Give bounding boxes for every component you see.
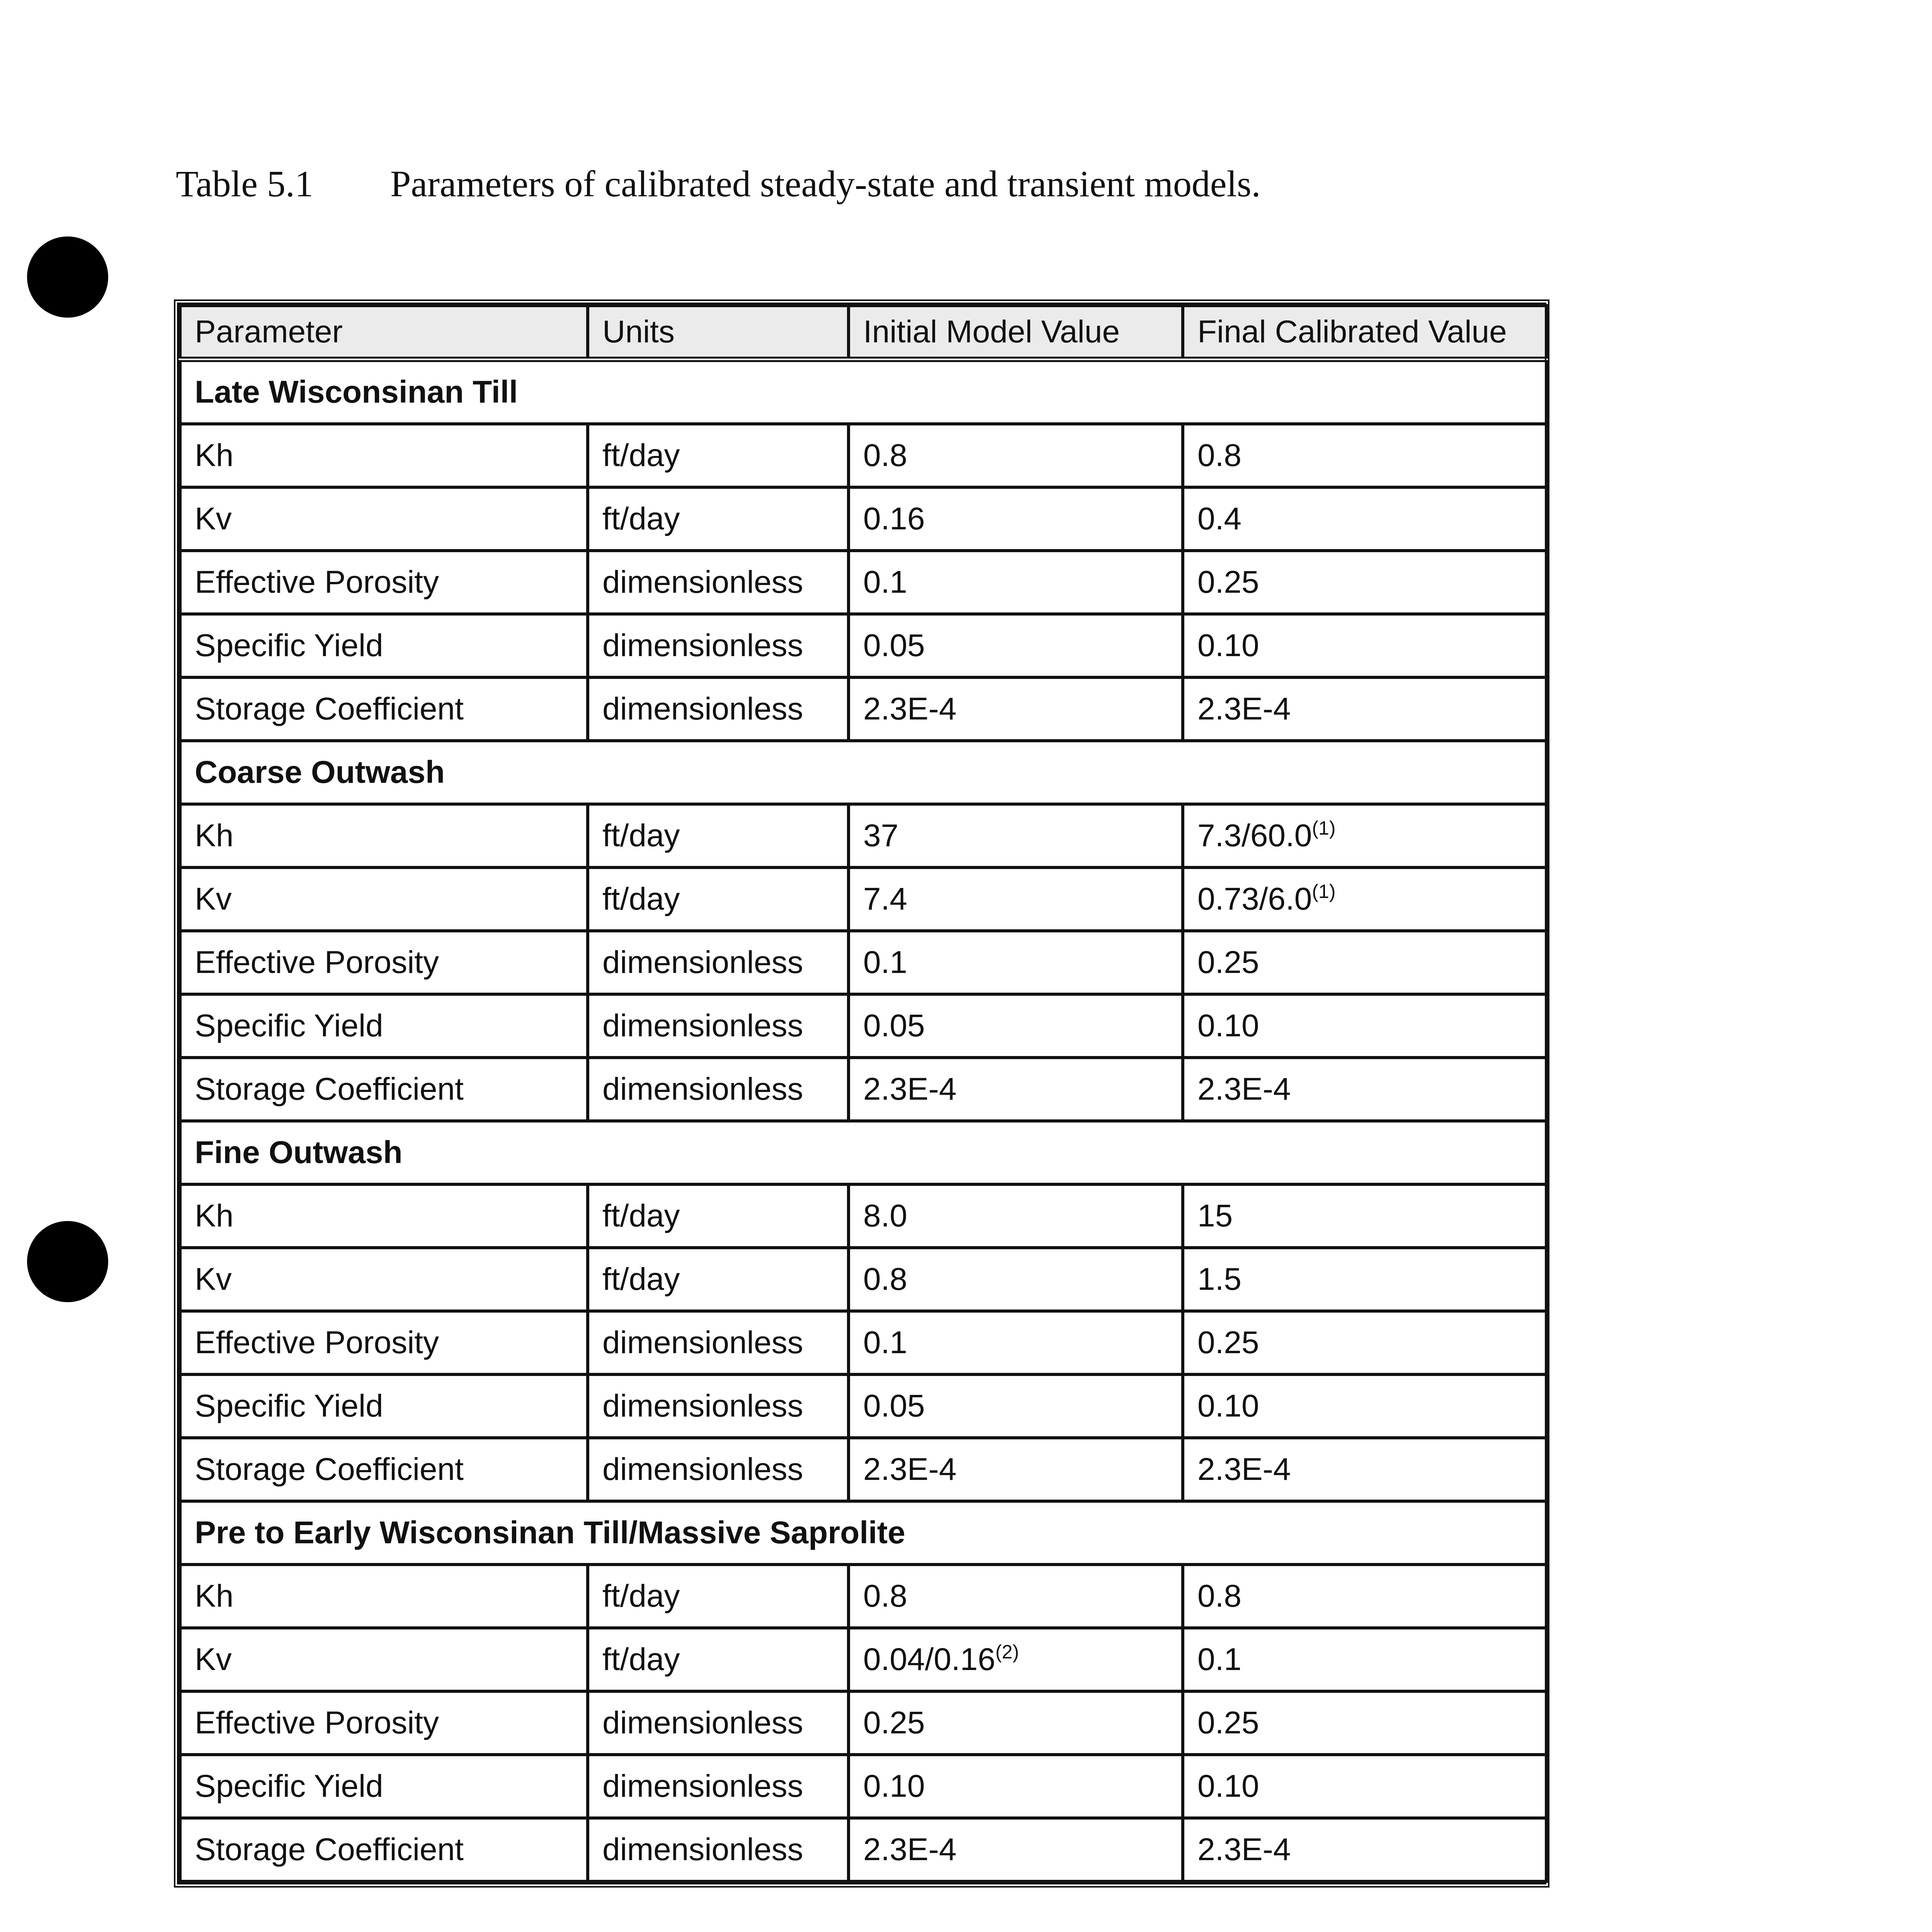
cell-units	[588, 487, 849, 551]
cell-final-value	[1183, 804, 1546, 867]
table-caption	[176, 162, 1260, 205]
cell-initial-value	[849, 1311, 1183, 1374]
table-row	[180, 1628, 1546, 1691]
cell-parameter	[180, 1565, 588, 1628]
group-title: Pre to Early Wisconsinan Till/Massive Saprolite	[180, 1501, 1546, 1565]
cell-initial-value	[849, 1184, 1183, 1248]
table-row	[180, 424, 1546, 487]
cell-final-value-text: 0.10	[1197, 1388, 1259, 1423]
cell-initial-value	[849, 1374, 1183, 1438]
cell-final-value-text: 0.10	[1197, 1008, 1259, 1043]
cell-units	[588, 1628, 849, 1691]
cell-units-text: dimensionless	[602, 691, 803, 726]
table-row	[180, 804, 1546, 867]
cell-initial-value	[849, 614, 1183, 677]
cell-final-value	[1183, 867, 1546, 931]
group-row	[180, 741, 1546, 804]
cell-units	[588, 1248, 849, 1311]
cell-initial-value-text: 0.1	[863, 1325, 907, 1360]
cell-final-value-text: 2.3E-4	[1197, 691, 1291, 726]
cell-units	[588, 614, 849, 677]
cell-final-value-text: 0.8	[1197, 1578, 1242, 1614]
cell-initial-value-text: 8.0	[863, 1198, 907, 1233]
table-row	[180, 487, 1546, 551]
cell-final-value	[1183, 1818, 1546, 1881]
cell-parameter	[180, 1755, 588, 1818]
cell-initial-value	[849, 1755, 1183, 1818]
cell-initial-value	[849, 1628, 1183, 1691]
cell-parameter-text: Kv	[195, 1642, 232, 1677]
cell-units-text: dimensionless	[602, 565, 803, 600]
cell-units	[588, 931, 849, 994]
cell-final-value	[1183, 677, 1546, 741]
cell-final-value	[1183, 551, 1546, 614]
group-title: Fine Outwash	[180, 1121, 1546, 1184]
cell-units	[588, 424, 849, 487]
cell-final-value	[1183, 1438, 1546, 1501]
cell-final-value-text: 0.25	[1197, 565, 1259, 600]
cell-final-value-text: 0.73/6.0	[1197, 881, 1312, 917]
cell-initial-value-text: 7.4	[863, 881, 907, 917]
cell-parameter-text: Specific Yield	[195, 1388, 383, 1423]
table-row	[180, 1248, 1546, 1311]
cell-units	[588, 804, 849, 867]
table-row	[180, 551, 1546, 614]
cell-final-value-text: 1.5	[1197, 1262, 1242, 1297]
cell-initial-value-text: 0.1	[863, 945, 907, 980]
cell-parameter-text: Kh	[195, 438, 234, 473]
cell-parameter-text: Effective Porosity	[195, 565, 439, 600]
cell-initial-value-text: 0.16	[863, 501, 925, 536]
table-caption-title: Parameters of calibrated steady-state and transient models.	[390, 163, 1261, 204]
cell-parameter-text: Specific Yield	[195, 1769, 383, 1804]
table-row	[180, 614, 1546, 677]
cell-final-value-text: 2.3E-4	[1197, 1832, 1291, 1867]
cell-initial-value	[849, 994, 1183, 1058]
cell-final-value-text: 15	[1197, 1198, 1233, 1233]
cell-parameter	[180, 1818, 588, 1881]
table-row	[180, 677, 1546, 741]
cell-parameter	[180, 994, 588, 1058]
cell-final-value	[1183, 1184, 1546, 1248]
cell-units-text: dimensionless	[602, 1452, 803, 1487]
cell-initial-value	[849, 931, 1183, 994]
cell-initial-value	[849, 1565, 1183, 1628]
table-row	[180, 1691, 1546, 1755]
cell-parameter	[180, 931, 588, 994]
table-row	[180, 1818, 1546, 1881]
cell-units-text: ft/day	[602, 1262, 680, 1297]
cell-initial-value	[849, 424, 1183, 487]
cell-final-value	[1183, 1248, 1546, 1311]
cell-parameter	[180, 677, 588, 741]
cell-final-value	[1183, 994, 1546, 1058]
cell-initial-value-text: 0.8	[863, 438, 907, 473]
cell-parameter-text: Specific Yield	[195, 628, 383, 663]
cell-parameter	[180, 867, 588, 931]
cell-units-text: dimensionless	[602, 1705, 803, 1740]
cell-initial-value	[849, 677, 1183, 741]
cell-final-value-text: 0.1	[1197, 1642, 1242, 1677]
cell-parameter-text: Storage Coefficient	[195, 1832, 464, 1867]
cell-final-value	[1183, 1691, 1546, 1755]
cell-units-text: dimensionless	[602, 1832, 803, 1867]
cell-parameter-text: Storage Coefficient	[195, 1452, 464, 1487]
cell-initial-value	[849, 1058, 1183, 1121]
table-row	[180, 867, 1546, 931]
cell-units	[588, 1691, 849, 1755]
cell-parameter	[180, 1628, 588, 1691]
cell-units-text: ft/day	[602, 1578, 680, 1614]
cell-initial-value-text: 37	[863, 818, 899, 853]
cell-units	[588, 1818, 849, 1881]
cell-parameter-text: Specific Yield	[195, 1008, 383, 1043]
table-header-row	[180, 306, 1546, 359]
cell-parameter-text: Kh	[195, 1578, 234, 1614]
cell-initial-value-text: 0.04/0.16	[863, 1642, 995, 1677]
cell-initial-value	[849, 1691, 1183, 1755]
cell-parameter	[180, 1248, 588, 1311]
cell-final-value-text: 0.25	[1197, 1325, 1259, 1360]
cell-parameter-text: Kh	[195, 1198, 234, 1233]
cell-final-value	[1183, 1374, 1546, 1438]
cell-parameter-text: Effective Porosity	[195, 1705, 439, 1740]
cell-units	[588, 551, 849, 614]
table-row	[180, 931, 1546, 994]
cell-final-value	[1183, 931, 1546, 994]
cell-initial-value	[849, 867, 1183, 931]
group-row	[180, 1121, 1546, 1184]
cell-parameter	[180, 1438, 588, 1501]
cell-initial-value-text: 0.8	[863, 1262, 907, 1297]
cell-units-text: dimensionless	[602, 945, 803, 980]
table-body	[180, 359, 1546, 1881]
cell-parameter	[180, 1691, 588, 1755]
cell-units-text: ft/day	[602, 1198, 680, 1233]
cell-final-value	[1183, 1311, 1546, 1374]
cell-final-value	[1183, 487, 1546, 551]
cell-initial-value-text: 0.05	[863, 1008, 925, 1043]
cell-initial-value	[849, 551, 1183, 614]
cell-parameter-text: Effective Porosity	[195, 945, 439, 980]
cell-units-text: dimensionless	[602, 1071, 803, 1107]
table-row	[180, 1184, 1546, 1248]
cell-units	[588, 1184, 849, 1248]
cell-initial-value-text: 2.3E-4	[863, 1452, 957, 1487]
table-row	[180, 1438, 1546, 1501]
punch-hole	[27, 1221, 108, 1302]
cell-parameter	[180, 1311, 588, 1374]
table-row	[180, 994, 1546, 1058]
cell-initial-value	[849, 804, 1183, 867]
cell-parameter	[180, 614, 588, 677]
cell-initial-value-text: 0.25	[863, 1705, 925, 1740]
group-title: Late Wisconsinan Till	[180, 359, 1546, 424]
cell-initial-value-text: 2.3E-4	[863, 1832, 957, 1867]
cell-units-text: ft/day	[602, 438, 680, 473]
group-row	[180, 359, 1546, 424]
cell-parameter-text: Kv	[195, 1262, 232, 1297]
cell-units	[588, 1374, 849, 1438]
cell-final-value-text: 0.25	[1197, 1705, 1259, 1740]
cell-parameter	[180, 1184, 588, 1248]
cell-units-text: ft/day	[602, 501, 680, 536]
table-row	[180, 1565, 1546, 1628]
cell-parameter-text: Kh	[195, 818, 234, 853]
cell-parameter	[180, 424, 588, 487]
cell-parameter-text: Storage Coefficient	[195, 1071, 464, 1107]
table-row	[180, 1058, 1546, 1121]
cell-parameter	[180, 804, 588, 867]
cell-parameter	[180, 1374, 588, 1438]
table-row	[180, 1755, 1546, 1818]
parameters-table	[174, 299, 1549, 1888]
group-row	[180, 1501, 1546, 1565]
cell-initial-value-text: 2.3E-4	[863, 1071, 957, 1107]
cell-parameter-text: Storage Coefficient	[195, 691, 464, 726]
cell-units-text: dimensionless	[602, 1769, 803, 1804]
cell-units-text: dimensionless	[602, 1388, 803, 1423]
column-header-parameter: Parameter	[180, 306, 588, 359]
cell-units	[588, 1755, 849, 1818]
cell-final-value-text: 0.8	[1197, 438, 1242, 473]
cell-units-text: ft/day	[602, 818, 680, 853]
cell-initial-value-text: 2.3E-4	[863, 691, 957, 726]
cell-units	[588, 1311, 849, 1374]
cell-final-value-text: 0.25	[1197, 945, 1259, 980]
cell-initial-value	[849, 1818, 1183, 1881]
cell-initial-value-text: 0.10	[863, 1769, 925, 1804]
cell-final-value	[1183, 1755, 1546, 1818]
cell-parameter	[180, 1058, 588, 1121]
cell-units	[588, 994, 849, 1058]
cell-final-value-text: 0.4	[1197, 501, 1242, 536]
cell-initial-value	[849, 487, 1183, 551]
cell-final-value	[1183, 1058, 1546, 1121]
column-header-initial-value: Initial Model Value	[849, 306, 1183, 359]
cell-final-value-text: 7.3/60.0	[1197, 818, 1312, 853]
cell-parameter	[180, 487, 588, 551]
cell-initial-value	[849, 1438, 1183, 1501]
cell-final-value-text: 0.10	[1197, 1769, 1259, 1804]
cell-units-text: dimensionless	[602, 1325, 803, 1360]
column-header-units: Units	[588, 306, 849, 359]
cell-parameter-text: Effective Porosity	[195, 1325, 439, 1360]
footnote-marker: (1)	[1312, 881, 1336, 902]
table-caption-label: Table 5.1	[176, 163, 313, 204]
cell-initial-value	[849, 1248, 1183, 1311]
cell-units	[588, 1058, 849, 1121]
cell-initial-value-text: 0.8	[863, 1578, 907, 1614]
cell-units	[588, 1438, 849, 1501]
cell-units	[588, 677, 849, 741]
cell-units-text: dimensionless	[602, 628, 803, 663]
cell-final-value	[1183, 424, 1546, 487]
footnote-marker: (2)	[995, 1641, 1019, 1663]
cell-final-value-text: 2.3E-4	[1197, 1071, 1291, 1107]
cell-parameter-text: Kv	[195, 881, 232, 917]
column-header-final-value: Final Calibrated Value	[1183, 306, 1546, 359]
cell-parameter	[180, 551, 588, 614]
table-row	[180, 1374, 1546, 1438]
cell-units-text: ft/day	[602, 1642, 680, 1677]
punch-hole	[27, 236, 108, 318]
cell-final-value	[1183, 1565, 1546, 1628]
cell-units	[588, 1565, 849, 1628]
table-row	[180, 1311, 1546, 1374]
cell-final-value-text: 2.3E-4	[1197, 1452, 1291, 1487]
cell-units	[588, 867, 849, 931]
cell-units-text: ft/day	[602, 881, 680, 917]
cell-units-text: dimensionless	[602, 1008, 803, 1043]
group-title: Coarse Outwash	[180, 741, 1546, 804]
cell-initial-value-text: 0.1	[863, 565, 907, 600]
footnote-marker: (1)	[1312, 817, 1336, 839]
cell-parameter-text: Kv	[195, 501, 232, 536]
cell-final-value-text: 0.10	[1197, 628, 1259, 663]
cell-final-value	[1183, 1628, 1546, 1691]
cell-initial-value-text: 0.05	[863, 1388, 925, 1423]
cell-initial-value-text: 0.05	[863, 628, 925, 663]
cell-final-value	[1183, 614, 1546, 677]
